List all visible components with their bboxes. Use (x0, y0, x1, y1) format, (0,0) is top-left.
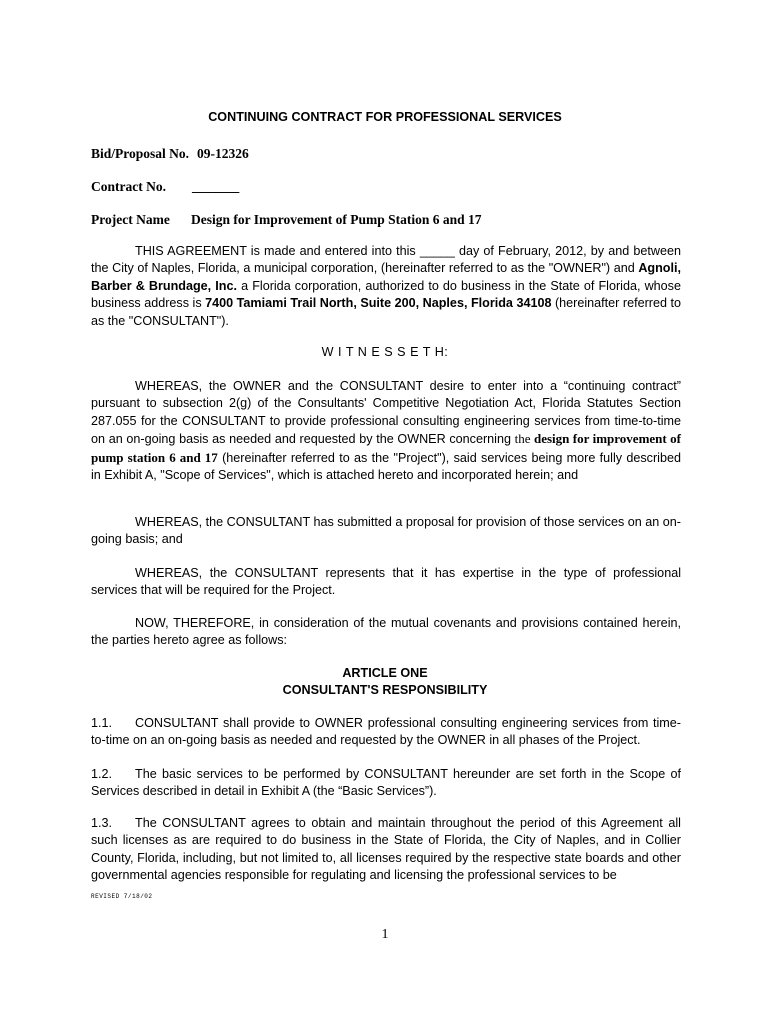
whereas1-project: design for improvement of pump station 6 and 17 (91, 431, 681, 465)
section-number: 1.1. (91, 716, 113, 730)
section-text: The basic services to be performed by CONSULTANT hereunder are set forth in the Scope of Services described in detail in Exhibit A (the “Basic Services”). (91, 767, 681, 799)
witnesseth-heading: W I T N E S S E T H: (321, 345, 449, 359)
bid-proposal-number: 09-12326 (197, 146, 249, 161)
intro-text-1: THIS AGREEMENT is made and entered into this _____ day of February, 2012, by and between the City of Naples, Florida, a municipal corporation, (hereinafter referred to as the "OWNER") and (91, 244, 681, 276)
page-number: 1 (381, 927, 389, 942)
whereas1-text-1: WHEREAS, the OWNER and the CONSULTANT desire to enter into a “continuing contract” pursuant to subsection 2(g) of the Consultants' Competitive Negotiation Act, Florida Statutes Section 287.055 for the CONSULTANT to provide professional consulting engineering services from time-to-time on an on-going basis as needed and requested by the OWNER concerning (91, 379, 681, 447)
contract-number-label: Contract No. (91, 179, 166, 194)
bid-proposal-label: Bid/Proposal No. (91, 146, 190, 161)
project-name-value: Design for Improvement of Pump Station 6 and 17 (191, 212, 482, 227)
project-name-line (91, 212, 482, 228)
section-number: 1.3. (91, 816, 113, 830)
intro-text-2: a Florida corporation, authorized to do business in the State of Florida, whose business address is (91, 278, 681, 311)
article-one-heading: ARTICLE ONE (342, 666, 428, 680)
whereas1-the: the (514, 431, 531, 447)
revision-note: REVISED 7/18/02 (91, 893, 153, 900)
whereas-paragraph-3 (91, 565, 681, 600)
whereas3-text: WHEREAS, the CONSULTANT represents that it has expertise in the type of professional services that will be required for the Project. (91, 566, 681, 598)
contract-number-value: _______ (192, 179, 240, 194)
document-title: CONTINUING CONTRACT FOR PROFESSIONAL SERVICES (208, 110, 562, 124)
section-1-2 (91, 766, 681, 801)
now-therefore-text: NOW, THEREFORE, in consideration of the mutual covenants and provisions contained herein, the parties hereto agree as follows: (91, 616, 681, 648)
contract-number-line (91, 179, 240, 195)
section-1-1 (91, 715, 681, 750)
section-text: The CONSULTANT agrees to obtain and maintain throughout the period of this Agreement all such licenses as are required to do business in the State of Florida, the City of Naples, and in Collier County, Florida, including, but not limited to, all licenses required by the respective state boards and other governmental agencies responsible for regulating and licensing the professional services to be (91, 816, 681, 883)
section-1-3 (91, 815, 681, 885)
consultant-name: Agnoli, Barber & Brundage, Inc. (91, 261, 681, 293)
project-name-label: Project Name (91, 212, 170, 227)
agreement-intro-paragraph (91, 243, 681, 330)
article-one-subheading: CONSULTANT'S RESPONSIBILITY (282, 683, 488, 697)
whereas-paragraph-2 (91, 514, 681, 549)
now-therefore-paragraph (91, 615, 681, 650)
section-text: CONSULTANT shall provide to OWNER professional consulting engineering services from time-to-time on an on-going basis as needed and requested by the OWNER in all phases of the Project. (91, 716, 681, 748)
section-number: 1.2. (91, 767, 113, 781)
whereas1-text-2: (hereinafter referred to as the "Project"), said services being more fully described in Exhibit A, "Scope of Services", which is attached hereto and incorporated herein; and (91, 450, 681, 483)
whereas-paragraph-1 (91, 378, 681, 484)
consultant-address: 7400 Tamiami Trail North, Suite 200, Naples, Florida 34108 (205, 296, 552, 311)
bid-proposal-line (91, 146, 249, 162)
whereas2-text: WHEREAS, the CONSULTANT has submitted a proposal for provision of those services on an on-going basis; and (91, 515, 681, 547)
intro-text-3: (hereinafter referred to as the "CONSULTANT"). (91, 296, 681, 328)
